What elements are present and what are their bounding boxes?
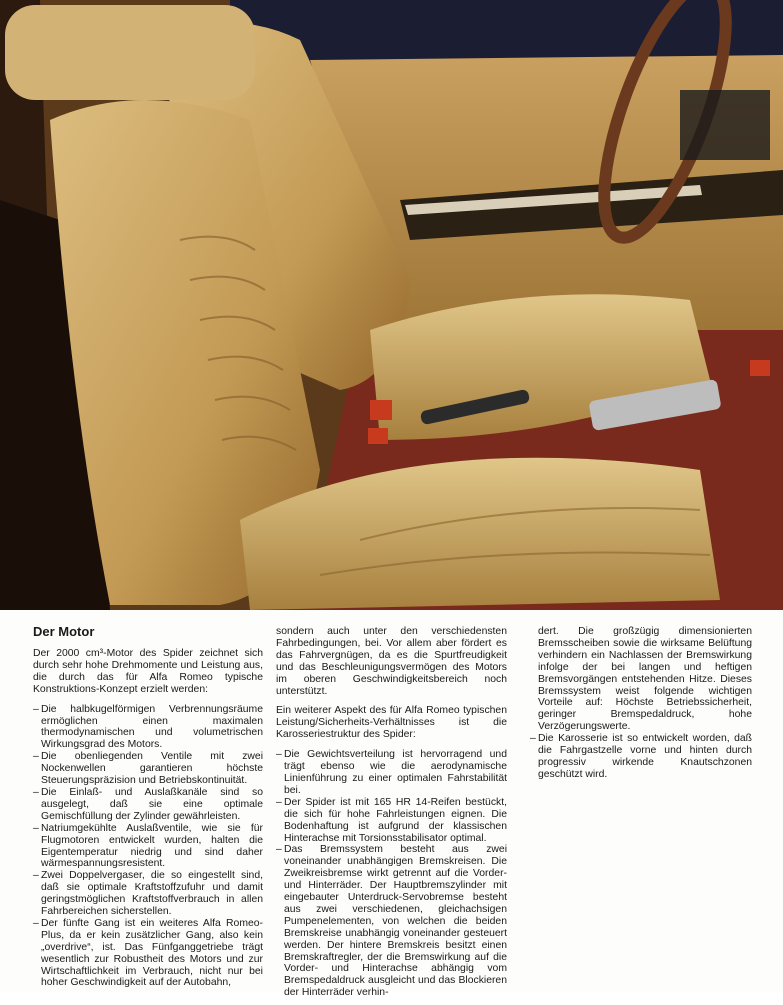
body-feature-list-continued (530, 733, 752, 781)
intro-paragraph: Ein weiterer Aspekt des für Alfa Romeo typischen Leistung/Sicherheits-Verhältnisses ist die Karosseriestruktur des Spider: (276, 705, 507, 741)
body-feature-list (276, 749, 507, 999)
list-item: – Die obenliegenden Ventile mit zwei Nockenwellen garantieren höchste Steuerungspräzision und Betriebskontinuität. (33, 751, 263, 787)
section-heading: Der Motor (33, 624, 95, 639)
text-column-2 (276, 626, 507, 1005)
list-item: – Natriumgekühlte Auslaßventile, wie sie für Flugmotoren entwickelt wurden, halten die Eigentemperatur niedrig und sind daher wärmespannungsresistent. (33, 823, 263, 871)
continuation-paragraph: dert. Die großzügig dimensionierten Bremsscheiben sowie die wirksame Belüftung verhindern ein Nachlassen der Bremswirkung infolge der bei langen und heftigen Bremsvorgängen entstehenden Hitze. Dieses Bremssystem weist folgende wichtigen Vorteile auf: Höchste Betriebssicherheit, geringer Bremspedaldruck, hohe Verzögerungswerte. (538, 626, 752, 733)
list-item: – Das Bremssystem besteht aus zwei voneinander unabhängigen Bremskreisen. Die Zweikreisbremse wirkt getrennt auf die Vorder- und Hinterräder. Der Hauptbremszylinder mit eingebauter Unterdruck-Servobremse besteht aus zwei verschiedenen, gleichachsigen Pumpenelementen, von welchen die beiden Bremskreise unabhängig voneinander gesteuert werden. Der hintere Bremskreis besitzt einen Bremskraftregler, der die Bremswirkung auf die Vorder- und Hinterachse abhängig vom Bremspedaldruck ausgleicht und das Blockieren der Hinterräder verhin- (276, 844, 507, 999)
list-item: – Die Einlaß- und Auslaßkanäle sind so ausgelegt, daß sie eine optimale Gemischfüllung der Zylinder gewährleisten. (33, 787, 263, 823)
continuation-paragraph: sondern auch unter den verschiedensten Fahrbedingungen, bei. Vor allem aber fördert es das Fahrvergnügen, da es die Spurtfreudigkeit und das Beschleunigungsvermögen des Motors im oberen Geschwindigkeitsbereich noch unterstützt. (276, 626, 507, 697)
list-item: – Die halbkugelförmigen Verbrennungsräume ermöglichen einen maximalen thermodynamischen und volumetrischen Wirkungsgrad des Motors. (33, 704, 263, 752)
engine-feature-list (33, 704, 263, 990)
list-item: – Die Gewichtsverteilung ist hervorragend und trägt ebenso wie die aerodynamische Linienführung zu einer optimalen Fahrstabilität bei. (276, 749, 507, 797)
text-column-1 (33, 624, 263, 995)
list-item: – Der fünfte Gang ist ein weiteres Alfa Romeo-Plus, da er kein zusätzlicher Gang, also kein „overdrive“, ist. Das Fünfganggetriebe trägt wesentlich zur Robustheit des Motors und zur Wirtschaftlichkeit im Verbrauch, nicht nur bei hoher Geschwindigkeit auf der Autobahn, (33, 918, 263, 989)
text-area (0, 610, 783, 999)
list-item: – Die Karosserie ist so entwickelt worden, daß die Fahrgastzelle vorne und hinten durch progressiv wirkende Knautschzonen geschützt wird. (530, 733, 752, 781)
list-item: – Zwei Doppelvergaser, die so eingestellt sind, daß sie optimale Kraftstoffzufuhr und damit geringstmöglichen Kraftstoffverbrauch in allen Fahrbereichen sicherstellen. (33, 870, 263, 918)
intro-paragraph: Der 2000 cm³-Motor des Spider zeichnet sich durch sehr hohe Drehmomente und Leistung aus, die durch das für Alfa Romeo typische Konstruktions-Konzept erzielt werden: (33, 648, 263, 695)
text-column-3 (530, 626, 752, 787)
list-item: – Der Spider ist mit 165 HR 14-Reifen bestückt, die sich für hohe Fahrleistungen eignen. Die Bodenhaftung ist aufgrund der klassischen Hinterachse mit Torsionsstabilisator optimal. (276, 797, 507, 845)
